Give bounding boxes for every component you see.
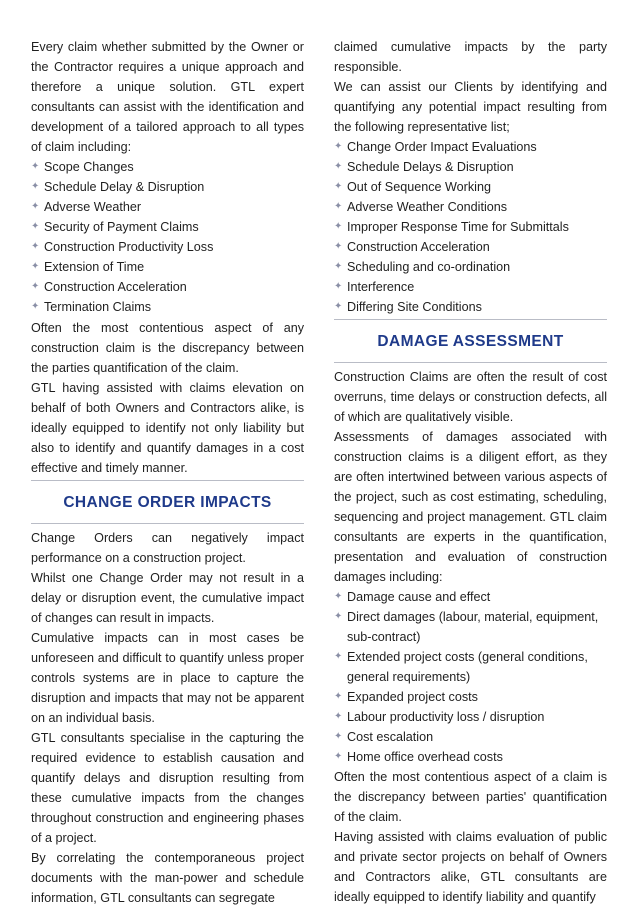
change-order-heading-block (31, 480, 304, 517)
paragraph: Whilst one Change Order may not result in a delay or disruption event, the cumulative impact of changes can result in impacts. (31, 571, 304, 625)
bullet-star-icon: ✦ (31, 161, 40, 172)
divider (334, 362, 607, 363)
bullet-star-icon: ✦ (334, 201, 343, 212)
bullet-star-icon: ✦ (334, 711, 343, 722)
bullet-star-icon: ✦ (31, 301, 40, 312)
bullet-star-icon: ✦ (334, 691, 343, 702)
list-item: ✦ Scheduling and co-ordination (334, 257, 607, 277)
damage-assessment-heading-block (334, 319, 607, 356)
bullet-star-icon: ✦ (334, 751, 343, 762)
bullet-star-icon: ✦ (31, 261, 40, 272)
list-item: ✦ Damage cause and effect (334, 587, 607, 607)
paragraph: By correlating the contemporaneous project documents with the man-power and schedule information, GTL consultants can segregate (31, 851, 304, 905)
section-heading: CHANGE ORDER IMPACTS (63, 494, 272, 511)
impact-list (334, 137, 607, 317)
list-item: ✦ Expanded project costs (334, 687, 607, 707)
bullet-star-icon: ✦ (334, 591, 343, 602)
intro-paragraph: Every claim whether submitted by the Owner or the Contractor requires a unique approach and therefore a unique solution. GTL expert consultants can assist with the identification and development of a tailored approach to all types of claim including: (31, 40, 304, 154)
bullet-star-icon: ✦ (334, 161, 343, 172)
list-item: ✦ Adverse Weather (31, 197, 304, 217)
paragraph: Often the most contentious aspect of a claim is the discrepancy between parties' quantification of the claim. (334, 770, 607, 824)
damage-list (334, 587, 607, 767)
bullet-star-icon: ✦ (334, 181, 343, 192)
paragraph: Assessments of damages associated with construction claims is a diligent effort, as they are often intertwined between various aspects of the project, such as cost estimating, scheduling, sequencing and project management. GTL claim consultants are experts in the quantification, presentation and evaluation of construction damages including: (334, 430, 607, 584)
bullet-star-icon: ✦ (334, 141, 343, 152)
left-column (31, 37, 304, 908)
paragraph: Cumulative impacts can in most cases be unforeseen and difficult to quantify unless proper controls systems are in place to capture the disruption and impacts that may not be apparent on an individual basis. (31, 631, 304, 725)
section-heading: DAMAGE ASSESSMENT (377, 333, 564, 350)
bullet-star-icon: ✦ (334, 281, 343, 292)
list-item: ✦ Improper Response Time for Submittals (334, 217, 607, 237)
claim-types-list (31, 157, 304, 317)
list-item: ✦ Schedule Delays & Disruption (334, 157, 607, 177)
list-item: ✦ Construction Acceleration (334, 237, 607, 257)
list-item: ✦ Out of Sequence Working (334, 177, 607, 197)
assist-paragraph: We can assist our Clients by identifying and quantifying any potential impact resulting from the following representative list; (334, 80, 607, 134)
bullet-star-icon: ✦ (31, 281, 40, 292)
list-item: ✦ Security of Payment Claims (31, 217, 304, 237)
list-item: ✦ Differing Site Conditions (334, 297, 607, 317)
list-item: ✦ Extended project costs (general conditions, general requirements) (334, 647, 607, 687)
list-item: ✦ Interference (334, 277, 607, 297)
list-item: ✦ Schedule Delay & Disruption (31, 177, 304, 197)
bullet-star-icon: ✦ (31, 201, 40, 212)
divider (31, 523, 304, 524)
bullet-star-icon: ✦ (334, 651, 343, 662)
paragraph: Construction Claims are often the result of cost overruns, time delays or construction defects, all of which are qualitatively visible. (334, 370, 607, 424)
list-item: ✦ Adverse Weather Conditions (334, 197, 607, 217)
list-item: ✦ Scope Changes (31, 157, 304, 177)
list-item: ✦ Termination Claims (31, 297, 304, 317)
contentious-paragraph: Often the most contentious aspect of any construction claim is the discrepancy between the parties quantification of the claim. (31, 321, 304, 375)
list-item: ✦ Cost escalation (334, 727, 607, 747)
gtl-paragraph: GTL having assisted with claims elevation on behalf of both Owners and Contractors alike, is ideally equipped to identify not only liability but also to identify and quantify damages in a cost effective and timely manner. (31, 381, 304, 475)
bullet-star-icon: ✦ (334, 221, 343, 232)
bullet-star-icon: ✦ (31, 221, 40, 232)
list-item: ✦ Direct damages (labour, material, equipment, sub-contract) (334, 607, 607, 647)
bullet-star-icon: ✦ (31, 181, 40, 192)
bullet-star-icon: ✦ (334, 611, 343, 622)
right-column (334, 37, 607, 907)
paragraph: Change Orders can negatively impact performance on a construction project. (31, 531, 304, 565)
bullet-star-icon: ✦ (334, 731, 343, 742)
paragraph: GTL consultants specialise in the capturing the required evidence to establish causation and quantify delays and disruption resulting from these cumulative impacts from the changes throughout construction and engineering phases of a project. (31, 731, 304, 845)
list-item: ✦ Labour productivity loss / disruption (334, 707, 607, 727)
bullet-star-icon: ✦ (334, 241, 343, 252)
list-item: ✦ Home office overhead costs (334, 747, 607, 767)
list-item: ✦ Construction Acceleration (31, 277, 304, 297)
list-item: ✦ Extension of Time (31, 257, 304, 277)
bullet-star-icon: ✦ (31, 241, 40, 252)
continued-paragraph: claimed cumulative impacts by the party responsible. (334, 40, 607, 74)
list-item: ✦ Change Order Impact Evaluations (334, 137, 607, 157)
paragraph: Having assisted with claims evaluation of public and private sector projects on behalf of Owners and Contractors alike, GTL consultants are ideally equipped to identify liability and quantify (334, 830, 607, 904)
bullet-star-icon: ✦ (334, 301, 343, 312)
bullet-star-icon: ✦ (334, 261, 343, 272)
list-item: ✦ Construction Productivity Loss (31, 237, 304, 257)
